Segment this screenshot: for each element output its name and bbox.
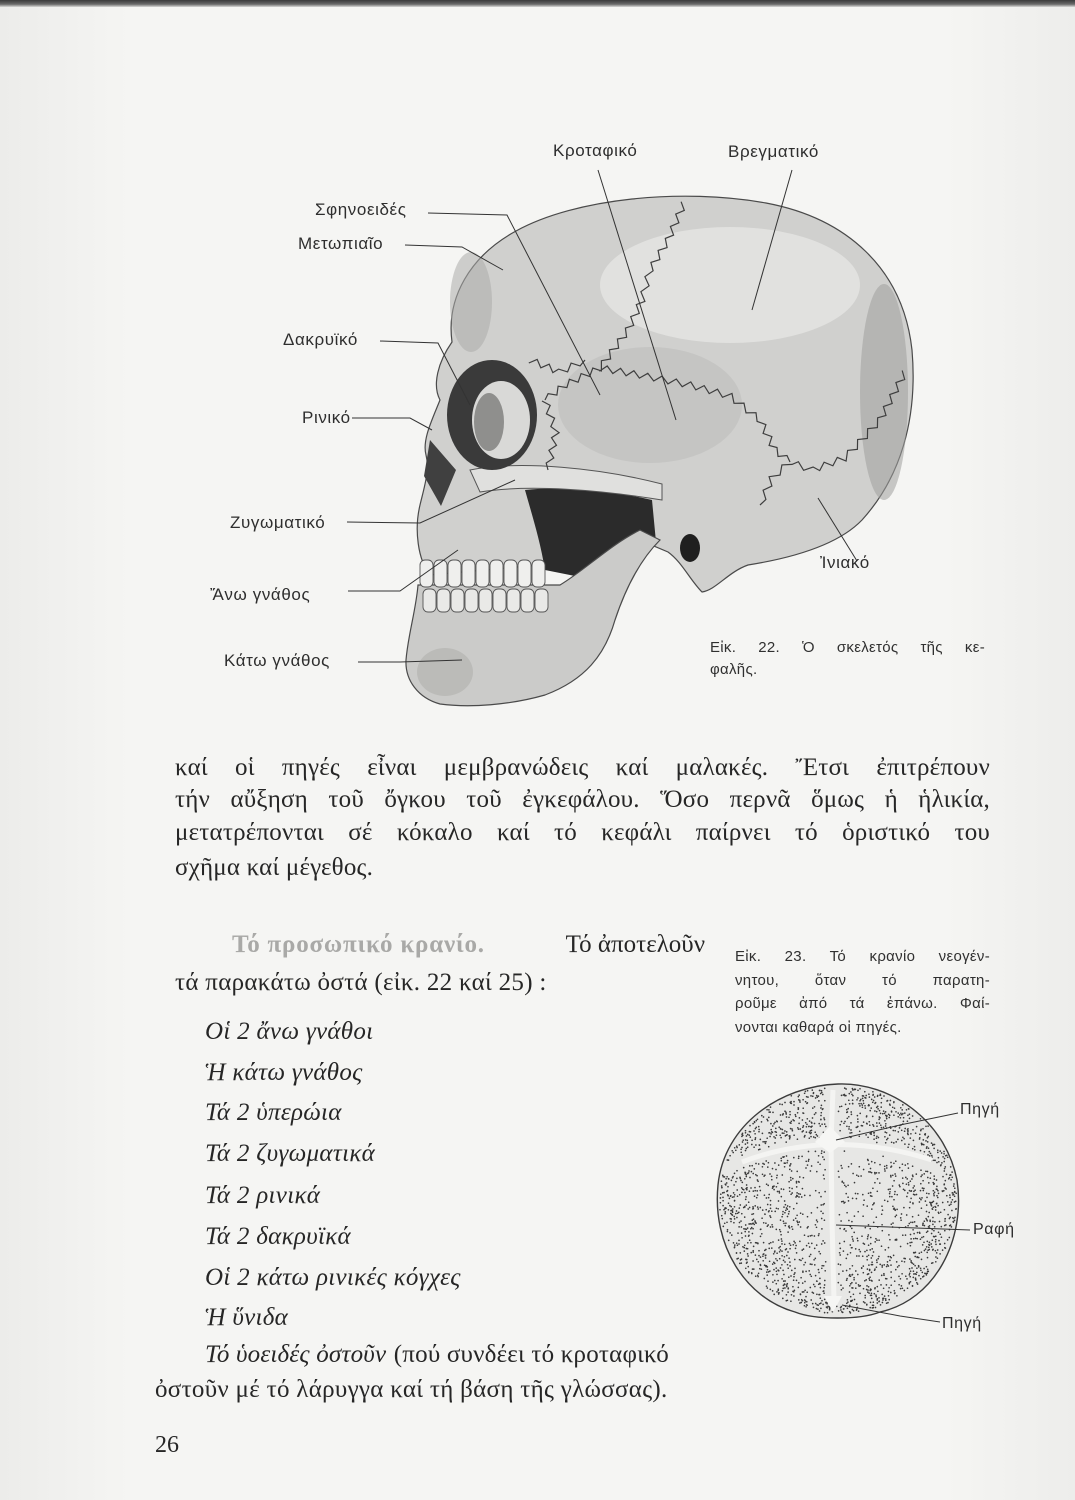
label-maxilla: Ἄνω γνάθος (210, 585, 311, 604)
upper-tooth (532, 560, 545, 587)
label-frontal: Μετωπιαῖο (298, 234, 384, 253)
orbit-depth (474, 393, 504, 451)
skull-lateral-illustration (0, 0, 1075, 720)
caption-line: Εἰκ. 22. Ὁ σκελετός τῆς κε- (710, 639, 985, 656)
label-suture: Ραφή (973, 1221, 1015, 1238)
list-item: Οἱ 2 ἄνω γνάθοι (205, 1018, 374, 1045)
upper-tooth (462, 560, 475, 587)
lower-tooth (493, 589, 506, 612)
upper-tooth (434, 560, 447, 587)
temporal-shade (558, 347, 742, 463)
page-number: 26 (155, 1432, 179, 1458)
paragraph-line: σχῆμα καί μέγεθος. (175, 854, 374, 881)
label-mandible: Κάτω γνάθος (224, 651, 330, 670)
figure-22-caption (710, 637, 985, 681)
label-fontanelle-front: Πηγή (960, 1101, 1000, 1118)
paragraph-line: καί οἱ πηγές εἶναι μεμβρανώδεις καί μαλακές. Ἔτσι ἐπιτρέπουν (175, 754, 990, 781)
forehead-shade (450, 252, 492, 352)
lower-tooth (465, 589, 478, 612)
upper-tooth (476, 560, 489, 587)
list-item: Οἱ 2 κάτω ρινικές κόγχες (205, 1264, 461, 1291)
section-intro-text: Τό ἀποτελοῦν (565, 931, 705, 958)
caption-line: νονται καθαρά οἱ πηγές. (735, 1018, 902, 1036)
paragraph-line: μετατρέπονται σέ κόκαλο καί τό κεφάλι παίρνει τό ὁριστικό του (175, 819, 990, 846)
chin-shade (417, 648, 473, 696)
section-intro (232, 929, 705, 961)
hyoid-line (205, 1339, 669, 1371)
occipital-shade (860, 284, 908, 500)
list-item: Τά 2 ρινικά (205, 1182, 321, 1209)
list-item: Τά 2 ζυγωματικά (205, 1140, 376, 1167)
label-occipital: Ἰνιακό (820, 553, 870, 572)
lower-tooth (423, 589, 436, 612)
label-lacrimal: Δακρυϊκό (283, 330, 358, 349)
paragraph-line: τήν αὔξηση τοῦ ὄγκου τοῦ ἐγκεφάλου. Ὅσο περνᾶ ὅμως ἡ ἡλικία, (175, 786, 990, 813)
label-fontanelle-back: Πηγή (942, 1315, 982, 1332)
lower-tooth (521, 589, 534, 612)
sagittal-suture (831, 1090, 834, 1300)
caption-line: ροῦμε ἀπό τά ἐπάνω. Φαί- (735, 995, 990, 1012)
teeth (420, 560, 548, 612)
upper-tooth (448, 560, 461, 587)
caption-line: νητου, ὅταν τό παρατη- (735, 971, 990, 989)
label-zygomatic: Ζυγωματικό (230, 513, 326, 532)
list-item: Τά 2 ὑπερώια (205, 1099, 342, 1126)
list-item: Ἡ κάτω γνάθος (205, 1059, 363, 1086)
section-heading: Τό προσωπικό κρανίο. (232, 931, 485, 958)
upper-tooth (490, 560, 503, 587)
lower-tooth (479, 589, 492, 612)
lower-tooth (507, 589, 520, 612)
hyoid-name: Τό ὑοειδές ὀστοῦν (205, 1341, 387, 1368)
lower-tooth (451, 589, 464, 612)
upper-tooth (518, 560, 531, 587)
label-nasal: Ρινικό (302, 408, 351, 427)
upper-tooth (420, 560, 433, 587)
upper-tooth (504, 560, 517, 587)
list-item: Ἡ ὕνιδα (205, 1304, 289, 1331)
cranium-highlight (600, 227, 860, 343)
label-temporal: Κροταφικό (553, 141, 638, 160)
figure-23-caption (735, 945, 990, 1039)
list-item: Τά 2 δακρυϊκά (205, 1223, 351, 1250)
label-sphenoid: Σφηνοειδές (315, 200, 407, 219)
ear-canal (680, 534, 700, 562)
leader-line (352, 418, 432, 430)
label-parietal: Βρεγματικό (728, 142, 819, 161)
lower-tooth (437, 589, 450, 612)
hyoid-note: (πού συνδέει τό κροταφικό (393, 1341, 669, 1368)
caption-line: φαλῆς. (710, 661, 758, 678)
lower-tooth (535, 589, 548, 612)
caption-line: Εἰκ. 23. Τό κρανίο νεογέν- (735, 948, 990, 965)
hyoid-note-line2: ὀστοῦν μέ τό λάρυγγα καί τή βάση τῆς γλώσσας). (155, 1376, 668, 1403)
section-intro-line2: τά παρακάτω ὀστά (εἰκ. 22 καί 25) : (175, 969, 547, 996)
